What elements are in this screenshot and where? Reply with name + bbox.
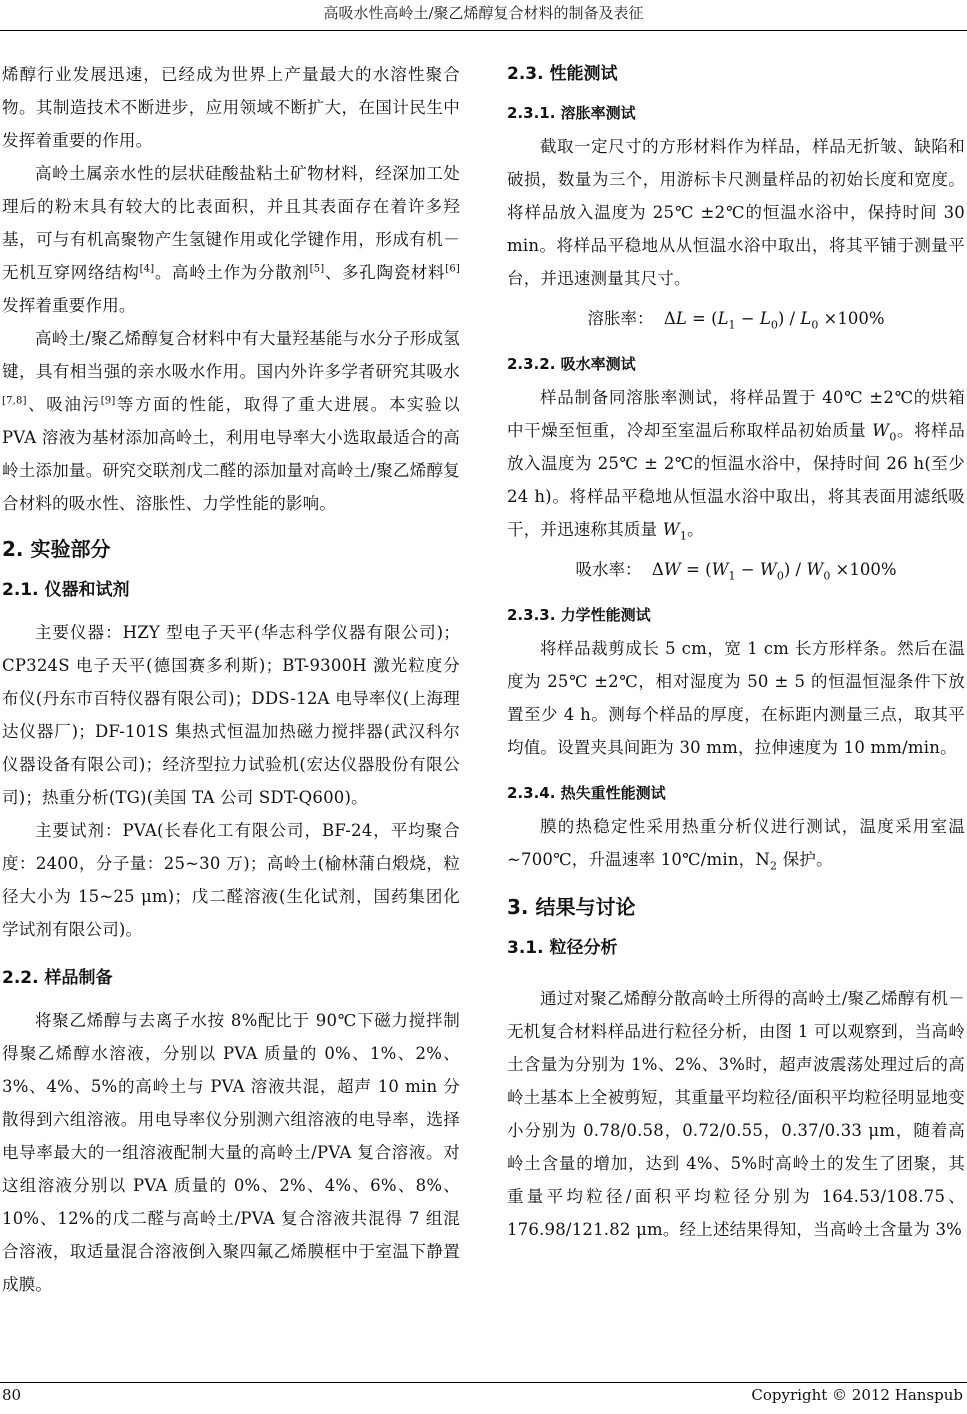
citation-5: [5] [309, 263, 325, 275]
section-2-3-3-heading: 2.3.3. 力学性能测试 [507, 606, 651, 624]
intro-paragraph-1: 烯醇行业发展迅速，已经成为世界上产量最大的水溶性聚合物。其制造技术不断进步，应用领域不断扩大，在国计民生中发挥着重要的作用。 [2, 65, 460, 150]
absorption-test-paragraph: 样品制备同溶胀率测试，将样品置于 40℃ ±2℃的烘箱中干燥至恒重，冷却至室温后称取样品初始质量 $W_0$。将样品放入温度为 25℃ ± 2℃的恒温水浴中，保持时间 26 h(至少 24 h)。将样品平稳地从恒温水浴中取出，将其表面用滤纸吸干，并迅速称其质量 $W_1$。 [507, 388, 965, 543]
swelling-rate-formula: 溶胀率： $\Delta L = (L_1 - L_0) / L_0 \times 100\%$ [587, 309, 885, 332]
section-2-3-heading: 2.3. 性能测试 [507, 64, 618, 84]
thermal-text-b: 保护。 [777, 850, 833, 869]
absorption-formula-label: 吸水率： [575, 560, 642, 579]
reagents-paragraph: 主要试剂：PVA(长春化工有限公司，BF-24，平均聚合度：2400，分子量：25~30 万)；高岭土(榆林蒲白煅烧，粒径大小为 15~25 μm)；戊二醛溶液(生化试剂，国药集团化学试剂有限公司)。 [2, 821, 460, 939]
footer-rule [0, 1382, 967, 1383]
intro-paragraph-2 [2, 157, 460, 322]
intro-3-text-c: 等方面的性能，取得了重大进展。本实验以 PVA 溶液为基材添加高岭土，利用电导率大小选取最适合的高岭土添加量。研究交联剂戊二醛的添加量对高岭土/聚乙烯醇复合材料的吸水性、溶胀性、力学性能的影响。 [2, 395, 460, 513]
thermal-test-paragraph: 膜的热稳定性采用热重分析仪进行测试，温度采用室温~700℃，升温速率 10℃/min，$N_2$ 保护。 [507, 817, 965, 873]
citation-6: [6] [445, 263, 460, 275]
running-header: 高吸水性高岭土/聚乙烯醇复合材料的制备及表征 [323, 4, 644, 22]
preparation-paragraph: 将聚乙烯醇与去离子水按 8%配比于 90℃下磁力搅拌制得聚乙烯醇水溶液，分别以 PVA 质量的 0%、1%、2%、3%、4%、5%的高岭土与 PVA 溶液共混，超声 10 min 分散得到六组溶液。用电导率仪分别测六组溶液的电导率，选择电导率最大的一组溶液配制大量的高岭土/PVA 复合溶液。对这组溶液分别以 PVA 质量的 0%、2%、4%、6%、8%、10%、12%的戊二醛与高岭土/PVA 复合溶液共混得 7 组混合溶液，取适量混合溶液倒入聚四氟乙烯膜框中于室温下静置成膜。 [2, 1011, 460, 1294]
citation-4: [4] [139, 263, 155, 275]
intro-2-text-d: 发挥着重要作用。 [2, 296, 136, 315]
section-2-3-2-heading: 2.3.2. 吸水率测试 [507, 355, 636, 373]
header-rule [0, 30, 967, 31]
instruments-paragraph: 主要仪器：HZY 型电子天平(华志科学仪器有限公司)；CP324S 电子天平(德国赛多利斯)；BT-9300H 激光粒度分布仪(丹东市百特仪器有限公司)；DDS-12A 电导率仪(上海理达仪器厂)；DF-101S 集热式恒温加热磁力搅拌器(武汉科尔仪器设备有限公司)；经济型拉力试验机(宏达仪器股份有限公司)；热重分析(TG)(美国 TA 公司 SDT-Q600)。 [2, 623, 460, 807]
citation-9: [9] [100, 395, 116, 407]
section-3-heading: 3. 结果与讨论 [507, 895, 636, 919]
absorption-text-b: 。将样品放入温度为 25℃ ± 2℃的恒温水浴中，保持时间 26 h(至少 24 h)。将样品平稳地从恒温水浴中取出，将其表面用滤纸吸干，并迅速称其质量 [507, 421, 965, 539]
page-number: 80 [2, 1386, 22, 1404]
swelling-test-paragraph: 截取一定尺寸的方形材料作为样品，样品无折皱、缺陷和破损，数量为三个，用游标卡尺测量样品的初始长度和宽度。将样品放入温度为 25℃ ±2℃的恒温水浴中，保持时间 30 min。将样品平稳地从从恒温水浴中取出，将其平铺于测量平台，并迅速测量其尺寸。 [507, 137, 965, 288]
section-2-heading: 2. 实验部分 [2, 537, 111, 561]
mechanical-test-paragraph: 将样品裁剪成长 5 cm，宽 1 cm 长方形样条。然后在温度为 25℃ ±2℃，相对湿度为 50 ± 5 的恒温恒湿条件下放置至少 4 h。测每个样品的厚度，在标距内测量三点，取其平均值。设置夹具间距为 30 mm，拉伸速度为 10 mm/min。 [507, 639, 965, 757]
absorption-text-a: 样品制备同溶胀率测试，将样品置于 40℃ ±2℃的烘箱中干燥至恒重，冷却至室温后称取样品初始质量 [507, 388, 965, 440]
intro-3-text-b: 、吸油污 [26, 395, 101, 414]
section-2-2-heading: 2.2. 样品制备 [2, 968, 113, 988]
absorption-text-c: 。 [687, 520, 704, 539]
citation-7-8: [7,8] [2, 395, 27, 407]
intro-3-text-a: 高岭土/聚乙烯醇复合材料中有大量羟基能与水分子形成氢键，具有相当强的亲水吸水作用。国内外许多学者研究其吸水 [2, 329, 460, 381]
absorption-rate-formula: 吸水率： $\Delta W = (W_1 - W_0) / W_0 \times 100\%$ [575, 560, 897, 583]
section-2-1-heading: 2.1. 仪器和试剂 [2, 580, 130, 600]
thermal-text-a: 膜的热稳定性采用热重分析仪进行测试，温度采用室温~700℃，升温速率 10℃/min，N [507, 817, 965, 869]
section-3-1-heading: 3.1. 粒径分析 [507, 938, 618, 958]
right-column [507, 58, 965, 1246]
particle-size-paragraph: 通过对聚乙烯醇分散高岭土所得的高岭土/聚乙烯醇有机－无机复合材料样品进行粒径分析，由图 1 可以观察到，当高岭土含量为分别为 1%、2%、3%时，超声波震荡处理过后的高岭土基本上全被剪短，其重量平均粒径/面积平均粒径明显地变小分别为 0.78/0.58，0.72/0.55，0.37/0.33 μm，随着高岭土含量的增加，达到 4%、5%时高岭土的发生了团聚，其重量平均粒径/面积平均粒径分别为 164.53/108.75、176.98/121.82 μm。经上述结果得知，当高岭土含量为 3% [507, 989, 965, 1239]
intro-paragraph-3 [2, 322, 460, 520]
section-2-3-1-heading: 2.3.1. 溶胀率测试 [507, 104, 636, 122]
intro-2-text-c: 、多孔陶瓷材料 [324, 263, 446, 282]
section-2-3-4-heading: 2.3.4. 热失重性能测试 [507, 784, 666, 802]
swelling-formula-label: 溶胀率： [587, 309, 654, 328]
intro-2-text-a: 高岭土属亲水性的层状硅酸盐粘土矿物材料，经深加工处理后的粉末具有较大的比表面积，并且其表面存在着许多羟基，可与有机高聚物产生氢键作用或化学键作用，形成有机－无机互穿网络结构 [2, 164, 460, 282]
intro-2-text-b: 。高岭土作为分散剂 [154, 263, 310, 282]
copyright-notice: Copyright © 2012 Hanspub [751, 1386, 963, 1404]
left-column [2, 58, 460, 1301]
